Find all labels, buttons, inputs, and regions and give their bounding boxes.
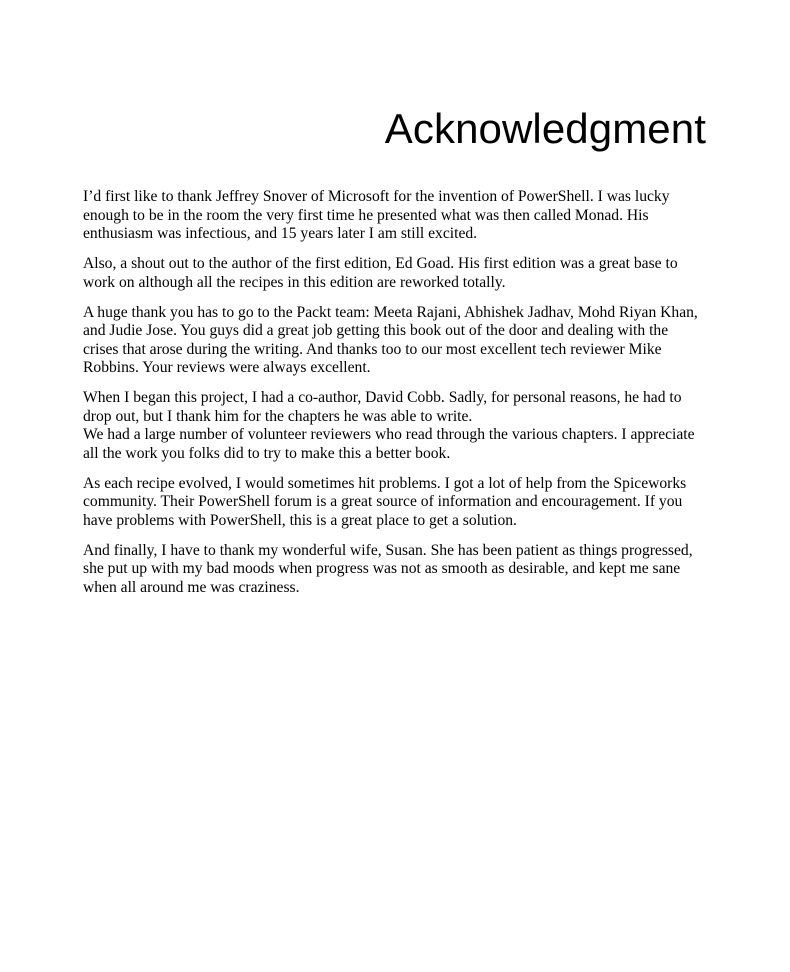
paragraph-thanks-snover: I’d first like to thank Jeffrey Snover of Microsoft for the invention of PowerShell. I was lucky enough to be in the room the very first time he presented what was then called Monad. His enthusiasm was infectious, and 15 years later I am still excited. xyxy=(83,188,670,242)
paragraph-co-author: When I began this project, I had a co-author, David Cobb. Sadly, for personal reasons, he had to drop out, but I thank him for the chapters he was able to write. xyxy=(83,389,682,425)
paragraph-packt-team: A huge thank you has to go to the Packt team: Meeta Rajani, Abhishek Jadhav, Mohd Riyan Khan, and Judie Jose. You guys did a great job getting this book out of the door and dealing with the crises that arose during the writing. And thanks too to our most excellent tech reviewer Mike Robbins. Your reviews were always excellent. xyxy=(83,303,698,376)
acknowledgment-body xyxy=(83,188,707,609)
paragraph-first-edition: Also, a shout out to the author of the first edition, Ed Goad. His first edition was a great base to work on although all the recipes in this edition are reworked totally. xyxy=(83,255,678,291)
page-title: Acknowledgment xyxy=(384,105,706,152)
paragraph-reviewers: We had a large number of volunteer reviewers who read through the various chapters. I appreciate all the work you folks did to try to make this a better book. xyxy=(83,426,695,462)
paragraph-wife: And finally, I have to thank my wonderful wife, Susan. She has been patient as things progressed, she put up with my bad moods when progress was not as smooth as desirable, and kept me sane when all around me was craziness. xyxy=(83,541,693,596)
paragraph-spiceworks: As each recipe evolved, I would sometimes hit problems. I got a lot of help from the Spiceworks community. Their PowerShell forum is a great source of information and encouragement. If you have problems with PowerShell, this is a great place to get a solution. xyxy=(83,474,687,529)
